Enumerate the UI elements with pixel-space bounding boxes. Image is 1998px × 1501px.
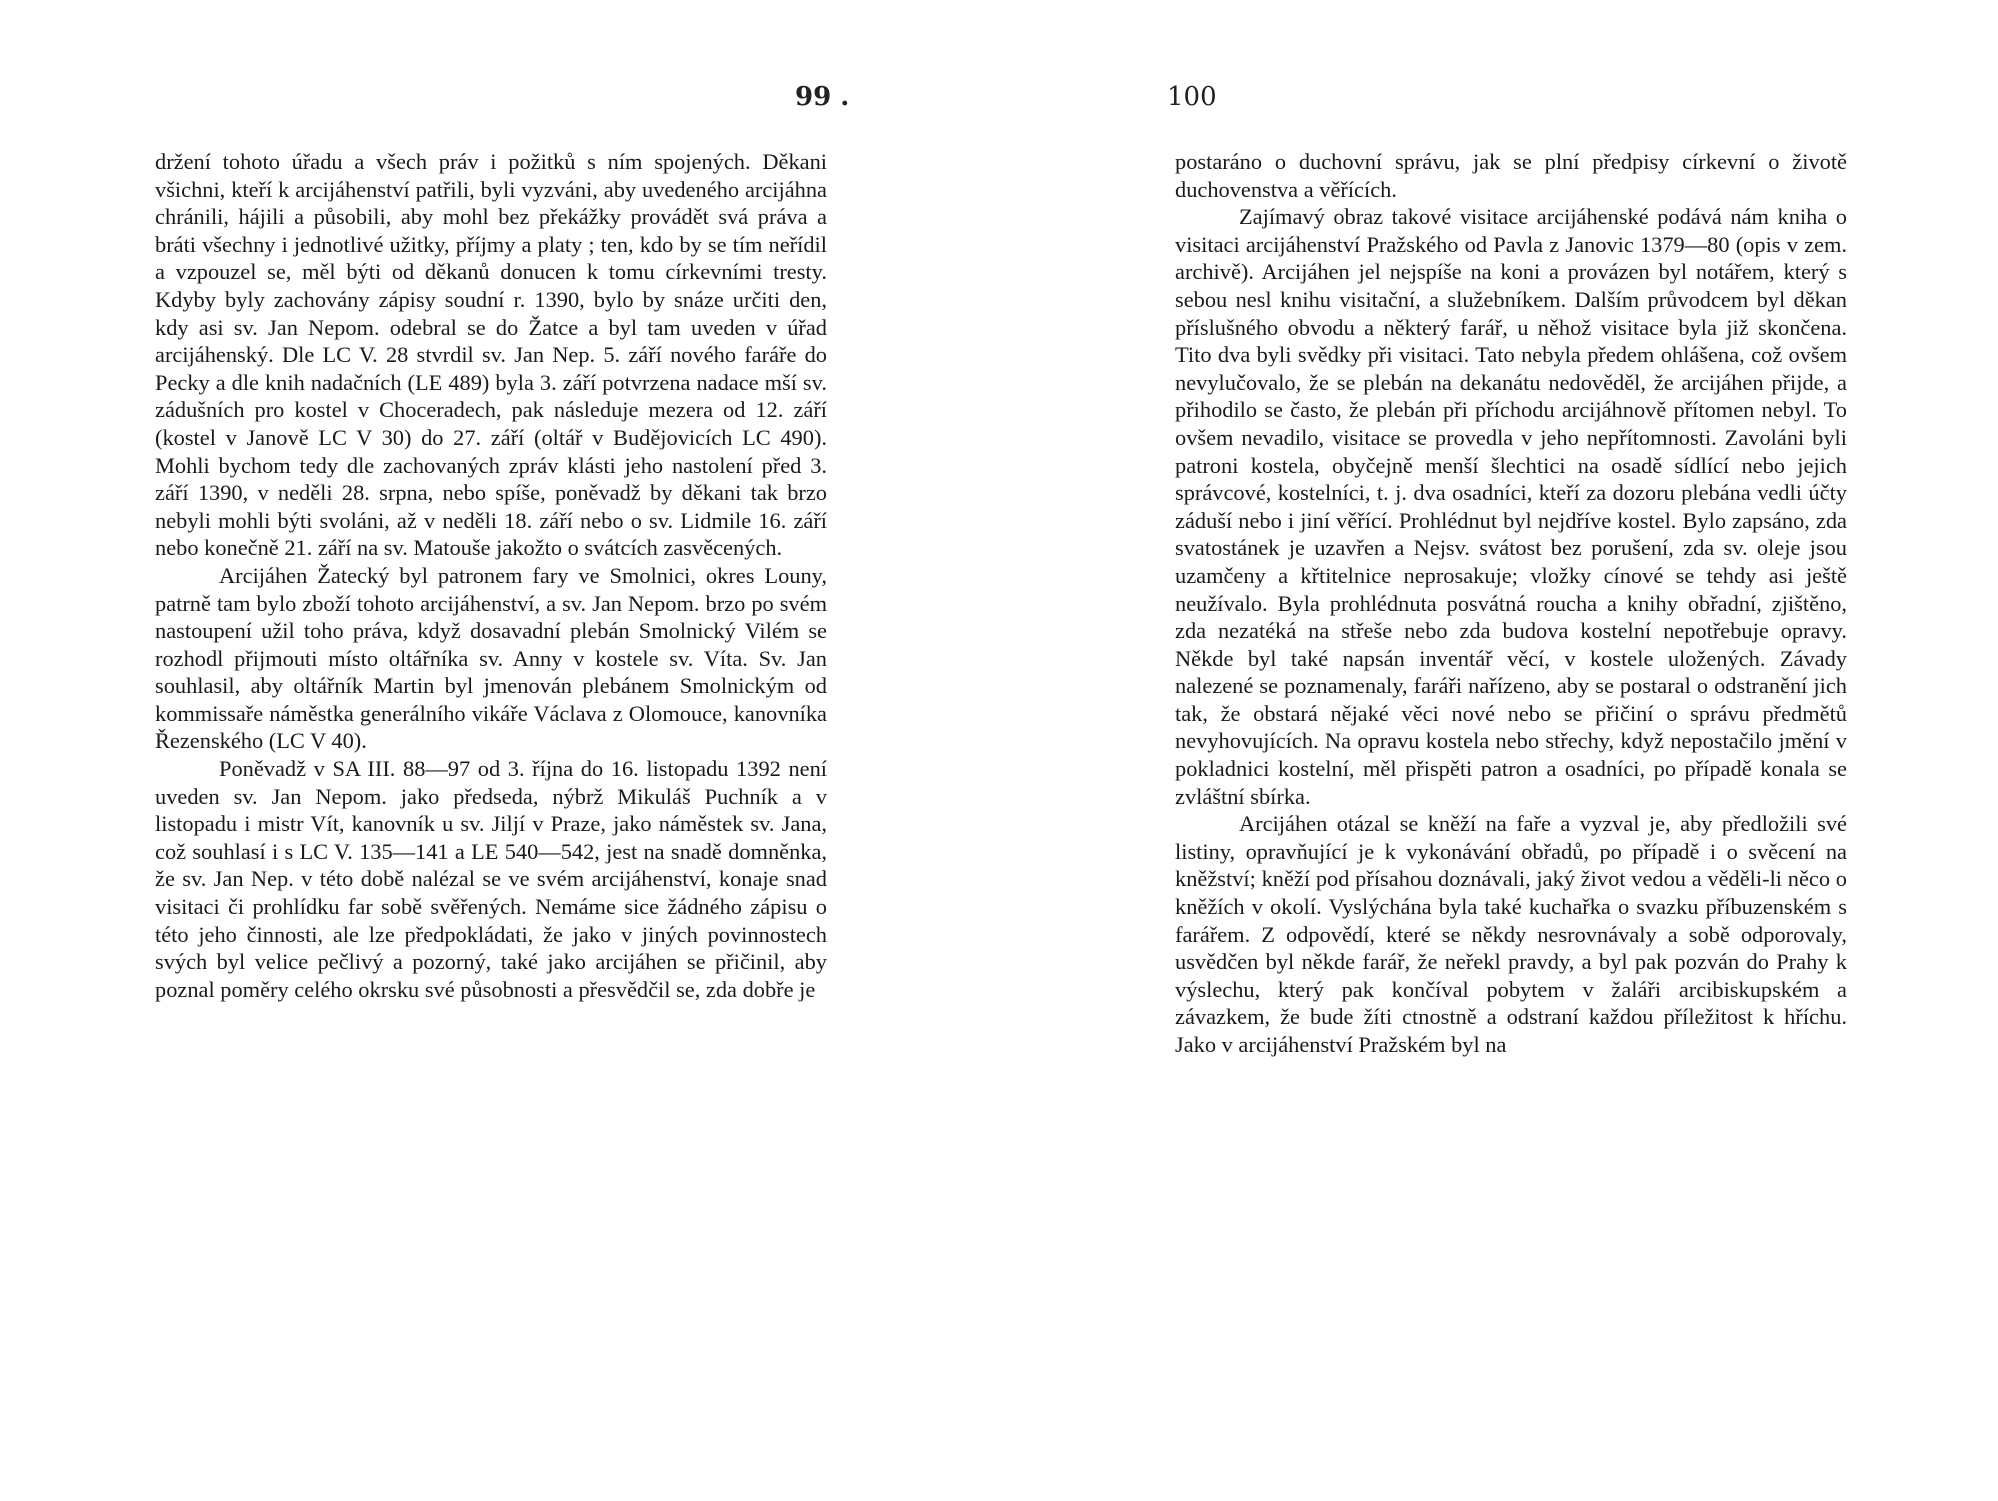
paragraph: držení tohoto úřadu a všech práv i požitků s ním spojených. Děkani všichni, kteří k arcijáhenství patřili, byli vyzváni, aby uvedeného arcijáhna chránili, hájili a působili, aby mohl bez překážky provádět svá práva a bráti všechny i jednotlivé užitky, příjmy a platy ; ten, kdo by se tím neřídil a vzpouzel se, měl býti od děkanů donucen k tomu církevními tresty. Kdyby byly zachovány zápisy soudní r. 1390, bylo by snáze určiti den, kdy asi sv. Jan Nepom. odebral se do Žatce a byl tam uveden v úřad arcijáhenský. Dle LC V. 28 stvrdil sv. Jan Nep. 5. září nového faráře do Pecky a dle knih nadačních (LE 489) byla 3. září potvrzena nadace mší sv. zádušních pro kostel v Choceradech, pak následuje mezera od 12. září (kostel v Janově LC V 30) do 27. září (oltář v Budějovicích LC 490). Mohli bychom tedy dle zachovaných zpráv klásti jeho nastolení před 3. září 1390, v neděli 28. srpna, nebo spíše, poněvadž by děkani tak brzo nebyli mohli býti svoláni, až v neděli 18. září nebo o sv. Lidmile 16. září nebo konečně 21. září na sv. Matouše jakožto o svátcích zasvěcených. xyxy=(155,149,827,561)
paragraph: postaráno o duchovní správu, jak se plní předpisy církevní o životě duchovenstva a věřících. xyxy=(1175,149,1847,202)
page-number: 99 . xyxy=(795,82,850,112)
text-column xyxy=(1175,148,1847,1059)
paragraph: Arcijáhen otázal se kněží na faře a vyzval je, aby předložili své listiny, opravňující je k vykonávání obřadů, po případě i o svěcení na kněžství; kněží pod přísahou doznávali, jaký život vedou a věděli-li něco o kněžích v okolí. Vyslýchána byla také kuchařka o svazku příbuzenském s farářem. Z odpovědí, které se někdy nesrovnávaly a sobě odporovaly, usvědčen byl někde farář, že neřekl pravdy, a byl pak pozván do Prahy k výslechu, který pak končíval pobytem v žaláři arcibiskupském a závazkem, že bude žíti ctnostně a odstraní každou příležitost k hříchu. Jako v arcijáhenství Pražském byl na xyxy=(1175,811,1847,1057)
text-column xyxy=(155,148,827,1003)
page-number: 100 xyxy=(1167,82,1217,112)
paragraph: Arcijáhen Žatecký byl patronem fary ve Smolnici, okres Louny, patrně tam bylo zboží tohoto arcijáhenství, a sv. Jan Nepom. brzo po svém nastoupení užil toho práva, když dosavadní plebán Smolnický Vilém se rozhodl přijmouti místo oltářníka sv. Anny v kostele sv. Víta. Sv. Jan souhlasil, aby oltářník Martin byl jmenován plebánem Smolnickým od kommissaře náměstka generálního vikáře Václava z Olomouce, kanovníka Řezenského (LC V 40). xyxy=(155,562,827,754)
paragraph: Poněvadž v SA III. 88—97 od 3. října do 16. listopadu 1392 není uveden sv. Jan Nepom. jako předseda, nýbrž Mikuláš Puchník a v listopadu i mistr Vít, kanovník u sv. Jiljí v Praze, jako náměstek sv. Jana, což souhlasí i s LC V. 135—141 a LE 540—542, jest na snadě domněnka, že sv. Jan Nep. v této době nalézal se ve svém arcijáhenství, konaje snad visitaci či prohlídku far sobě svěřených. Nemáme sice žádného zápisu o této jeho činnosti, ale lze předpokládati, že jako v jiných povinnostech svých byl velice pečlivý a pozorný, také jako arcijáhen se přičinil, aby poznal poměry celého okrsku své působnosti a přesvědčil se, zda dobře je xyxy=(155,756,827,1002)
right-page xyxy=(999,0,1998,1501)
paragraph: Zajímavý obraz takové visitace arcijáhenské podává nám kniha o visitaci arcijáhenství Pražského od Pavla z Janovic 1379—80 (opis v zem. archivě). Arcijáhen jel nejspíše na koni a provázen byl notářem, který s sebou nesl knihu visitační, a služebníkem. Dalším průvodcem byl děkan příslušného obvodu a některý farář, u něhož visitace byla již skončena. Tito dva byli svědky při visitaci. Tato nebyla předem ohlášena, což ovšem nevylučovalo, že se plebán na dekanátu nedověděl, že arcijáhen přijde, a přihodilo se často, že plebán při příchodu arcijáhnově přítomen nebyl. To ovšem nevadilo, visitace se provedla v jeho nepřítomnosti. Zavoláni byli patroni kostela, obyčejně menší šlechtici na osadě sídlící nebo jejich správcové, kostelníci, t. j. dva osadníci, kteří za dozoru plebána vedli účty záduší nebo i jiní věřící. Prohlédnut byl nejdříve kostel. Bylo zapsáno, zda svatostánek je uzavřen a Nejsv. svátost bez porušení, zda sv. oleje jsou uzamčeny a křtitelnice neprosakuje; vložky cínové se tehdy asi ještě neužívalo. Byla prohlédnuta posvátná roucha a knihy obřadní, zjištěno, zda nezatéká na střeše nebo zda budova kostelní nepotřebuje opravy. Někde byl také napsán inventář věcí, v kostele uložených. Závady nalezené se poznamenaly, faráři nařízeno, aby se postaral o odstranění jich tak, že obstará nějaké věci nové nebo se přičiní o správu předmětů nevyhovujících. Na opravu kostela nebo střechy, když nepostačilo jmění v pokladnici kostelní, měl přispěti patron a osadníci, po případě konala se zvláštní sbírka. xyxy=(1175,204,1847,809)
